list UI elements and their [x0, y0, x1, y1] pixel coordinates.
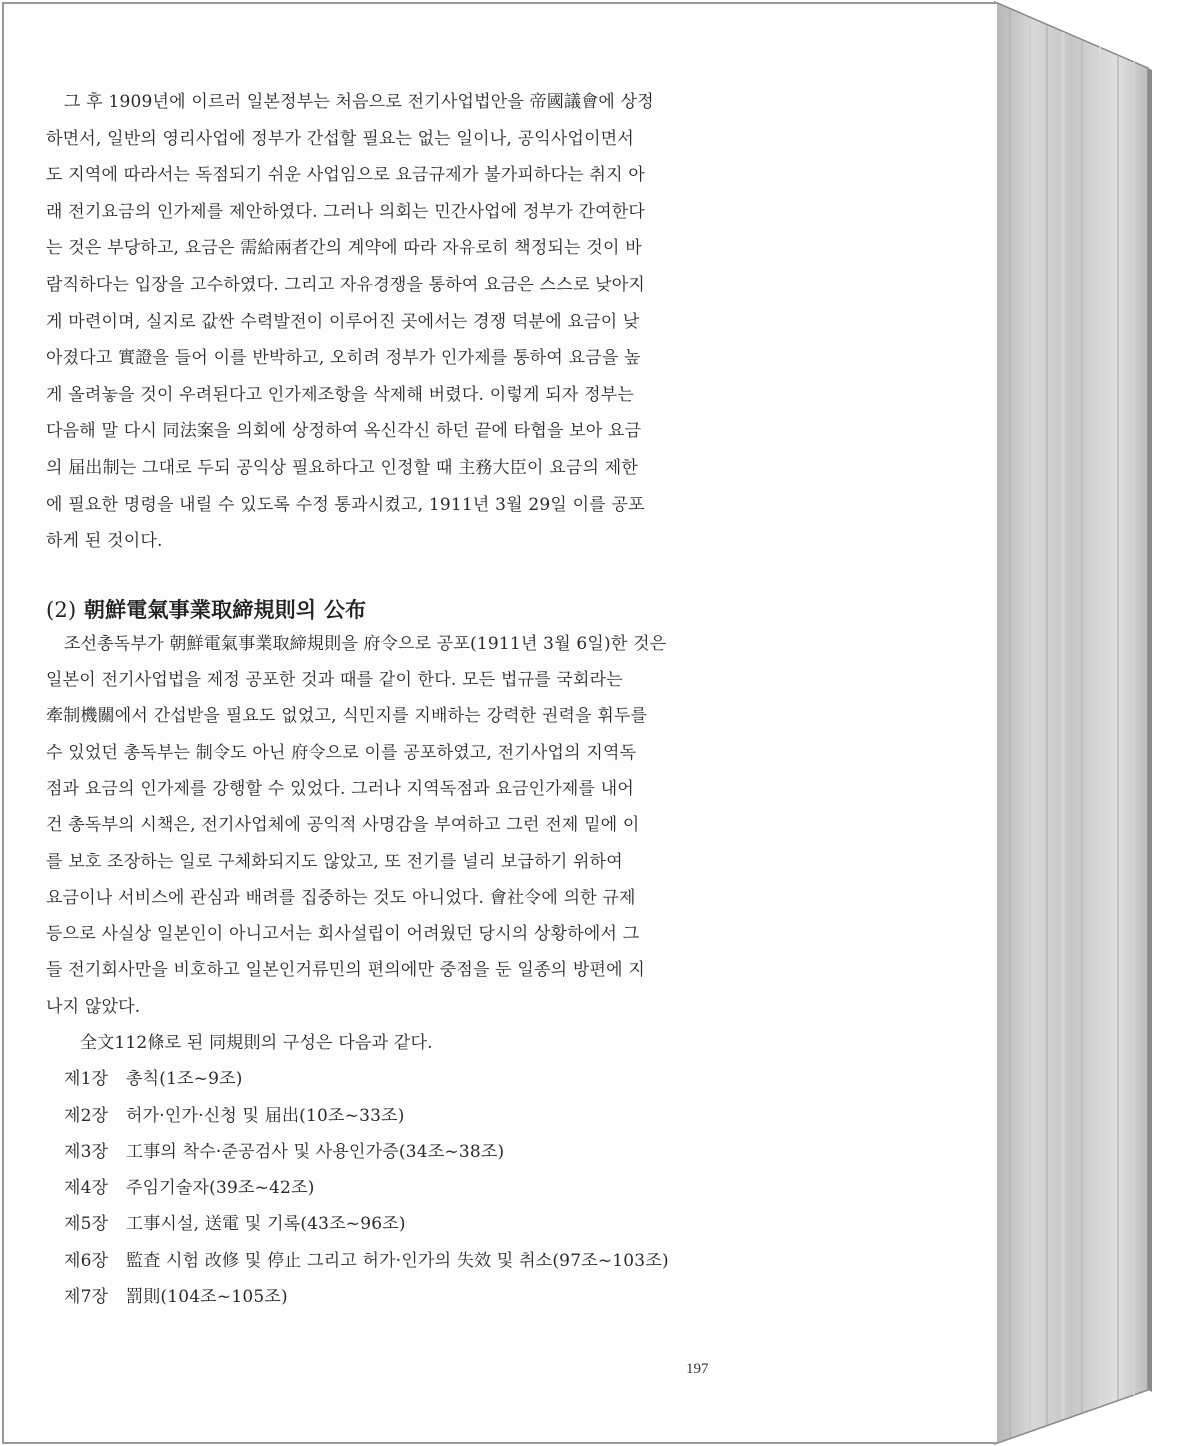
- chapter-number: 제4장: [64, 1178, 109, 1199]
- text-line: 에 필요한 명령을 내릴 수 있도록 수정 통과시켰고, 1911년 3월 29일 이를 공포: [46, 494, 645, 515]
- chapter-title: 罰則(104조~105조): [126, 1287, 288, 1308]
- chapter-title: 허가·인가·신청 및 届出(10조~33조): [126, 1105, 405, 1126]
- chapter-item: [64, 1243, 712, 1279]
- text-line: 는 것은 부당하고, 요금은 需給兩者간의 계약에 따라 자유로히 책정되는 것이 바: [46, 238, 642, 259]
- paragraph-2: [46, 626, 712, 1025]
- composition-intro: 全文112條로 된 同規則의 구성은 다음과 같다.: [80, 1032, 433, 1053]
- chapter-title: 工事시설, 送電 및 기록(43조~96조): [126, 1214, 406, 1235]
- text-line: 일본이 전기사업법을 제정 공포한 것과 때를 같이 한다. 모든 법규를 국회라는: [46, 670, 623, 691]
- text-line: 요금이나 서비스에 관심과 배려를 집중하는 것도 아니었다. 會社令에 의한 규제: [46, 887, 636, 908]
- chapter-number: 제5장: [64, 1214, 109, 1235]
- text-line: 점과 요금의 인가제를 강행할 수 있었다. 그러나 지역독점과 요금인가제를 내어: [46, 778, 634, 799]
- text-line: 람직하다는 입장을 고수하였다. 그리고 자유경쟁을 통하여 요금은 스스로 낮아지: [46, 274, 645, 295]
- chapter-number: 제6장: [64, 1250, 109, 1271]
- section-number: (2): [46, 597, 77, 622]
- chapter-number: 제2장: [64, 1105, 109, 1126]
- chapter-title: 工事의 착수·준공검사 및 사용인가증(34조~38조): [126, 1141, 505, 1162]
- text-line: 를 보호 조장하는 일로 구체화되지도 않았고, 또 전기를 널리 보급하기 위하여: [46, 851, 623, 872]
- chapter-item: [64, 1206, 712, 1242]
- text-line: 하면서, 일반의 영리사업에 정부가 간섭할 필요는 없는 일이나, 공익사업이면서: [46, 128, 634, 149]
- chapter-list: [46, 1061, 712, 1315]
- page-number: 197: [686, 1361, 709, 1377]
- section-title: 朝鮮電氣事業取締規則의 公布: [83, 596, 367, 622]
- chapter-number: 제7장: [64, 1287, 109, 1308]
- chapter-item: [64, 1134, 712, 1170]
- chapter-item: [64, 1279, 712, 1315]
- chapter-title: 총칙(1조~9조): [126, 1069, 243, 1090]
- text-line: 등으로 사실상 일본인이 아니고서는 회사설립이 어려웠던 당시의 상황하에서 그: [46, 924, 640, 945]
- text-line: 다음해 말 다시 同法案을 의회에 상정하여 옥신각신 하던 끝에 타협을 보아 요금: [46, 421, 642, 442]
- text-line: 게 올려놓을 것이 우려된다고 인가제조항을 삭제해 버렸다. 이렇게 되자 정부는: [46, 384, 634, 405]
- text-line: 래 전기요금의 인가제를 제안하였다. 그러나 의회는 민간사업에 정부가 간여한다: [46, 201, 645, 222]
- text-line: 하게 된 것이다.: [46, 531, 163, 552]
- text-line: 건 총독부의 시책은, 전기사업체에 공익적 사명감을 부여하고 그런 전제 밑에 이: [46, 815, 640, 836]
- text-line: 수 있었던 총독부는 制令도 아닌 府令으로 이를 공포하였고, 전기사업의 지역독: [46, 742, 637, 763]
- text-line: 牽制機關에서 간섭받을 필요도 없었고, 식민지를 지배하는 강력한 권력을 휘두를: [46, 706, 648, 727]
- chapter-item: [64, 1061, 712, 1097]
- chapter-item: [64, 1098, 712, 1134]
- chapter-number: 제3장: [64, 1141, 109, 1162]
- text-line: 나지 않았다.: [46, 996, 141, 1017]
- text-line: 도 지역에 따라서는 독점되기 쉬운 사업임으로 요금규제가 불가피하다는 취지 아: [46, 165, 645, 186]
- text-line: 게 마련이며, 실지로 값싼 수력발전이 이루어진 곳에서는 경쟁 덕분에 요금이 낮: [46, 311, 640, 332]
- chapter-title: 주임기술자(39조~42조): [126, 1178, 315, 1199]
- text-line: 들 전기회사만을 비호하고 일본인거류민의 편의에만 중점을 둔 일종의 방편에 지: [46, 960, 645, 981]
- text-line: 아졌다고 實證을 들어 이를 반박하고, 오히려 정부가 인가제를 통하여 요금을 높: [46, 348, 641, 369]
- chapter-title: 監査 시험 改修 및 停止 그리고 허가·인가의 失效 및 취소(97조~103조): [126, 1250, 669, 1271]
- chapter-item: [64, 1170, 712, 1206]
- text-line: 그 후 1909년에 이르러 일본정부는 처음으로 전기사업법안을 帝國議會에 상정: [64, 92, 654, 112]
- paragraph-1: [46, 84, 712, 560]
- chapter-number: 제1장: [64, 1069, 109, 1090]
- section-heading: [46, 596, 712, 624]
- page-content: [46, 84, 712, 1315]
- text-line: 의 届出制는 그대로 두되 공익상 필요하다고 인정할 때 主務大臣이 요금의 제한: [46, 457, 638, 478]
- text-line: 조선총독부가 朝鮮電氣事業取締規則을 府令으로 공포(1911년 3월 6일)한 것은: [64, 633, 667, 654]
